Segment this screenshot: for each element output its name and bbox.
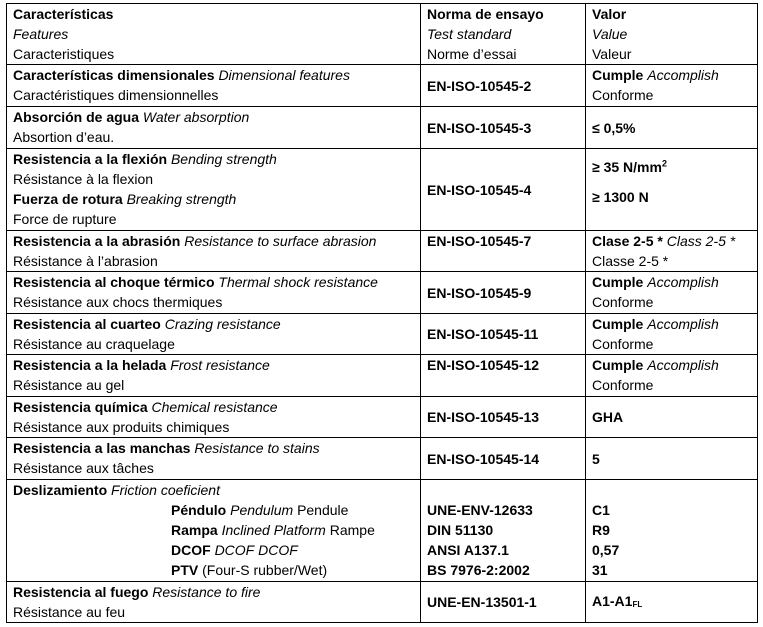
feature-en: Water absorption [142,109,250,125]
standard-cell: EN-ISO-10545-9 [421,272,586,314]
fire-en: Resistance to fire [152,584,261,600]
table-row [7,107,758,149]
value-cell [586,480,758,582]
feature-cell [7,480,421,582]
table-row-slip [7,480,758,582]
slip-val-ramp: R9 [592,522,610,538]
fire-es: Resistencia al fuego [13,584,149,600]
specs-table [6,3,758,623]
value-fr: Classe 2-5 * [592,253,669,269]
value-es: Cumple [592,357,644,373]
value-es: Cumple [592,274,644,290]
value-cell [586,231,758,272]
feature-fr: Résistance au craquelage [13,336,175,352]
feature-cell [7,438,421,480]
feature-cell [7,149,421,231]
feature-fr: Résistance aux chocs thermiques [13,294,223,310]
value-es: Clase 2-5 * [592,233,663,249]
standard-cell [421,480,586,582]
feature-en: Resistance to surface abrasion [184,233,377,249]
table-row [7,231,758,272]
header-standard-fr: Norme d’essai [427,46,517,62]
feature-en: Dimensional features [218,67,350,83]
standard-cell: EN-ISO-10545-14 [421,438,586,480]
value-fr: Conforme [592,336,654,352]
value-cell: 5 [586,438,758,480]
feature-fr-2: Force de rupture [13,211,117,227]
header-features [7,4,421,65]
slip-en: Friction coeficient [111,482,220,498]
feature-cell [7,272,421,314]
value-cell [586,355,758,397]
value-fr: Conforme [592,294,654,310]
value-en: Accomplish [647,67,719,83]
table-row [7,438,758,480]
feature-cell [7,397,421,438]
value-cell [586,149,758,231]
standard-cell: EN-ISO-10545-4 [421,149,586,231]
header-value-en: Value [592,26,628,42]
table-row [7,149,758,231]
feature-es-2: Fuerza de rotura [13,191,123,207]
feature-cell [7,314,421,355]
standard-cell: EN-ISO-10545-13 [421,397,586,438]
value-cell [586,314,758,355]
header-value-fr: Valeur [592,46,632,62]
value-cell [586,65,758,107]
table-row [7,65,758,107]
standard-cell: EN-ISO-10545-3 [421,107,586,149]
feature-en: Bending strength [170,151,277,167]
value-fr: Conforme [592,377,654,393]
slip-norm-dcof: ANSI A137.1 [427,542,509,558]
value-es: Cumple [592,67,644,83]
header-features-en: Features [13,26,69,42]
slip-es: Deslizamiento [13,482,108,498]
feature-fr: Absortion d’eau. [13,129,115,145]
feature-es: Resistencia a las manchas [13,440,191,456]
feature-fr: Caractéristiques dimensionnelles [13,87,219,103]
slip-item-dcof: DCOF DCOF DCOF [171,542,298,558]
table-row [7,272,758,314]
slip-val-ptv: 31 [592,562,608,578]
header-value [586,4,758,65]
feature-fr: Résistance aux tâches [13,460,154,476]
slip-val-dcof: 0,57 [592,542,620,558]
header-value-es: Valor [592,6,627,22]
feature-es: Resistencia a la helada [13,357,167,373]
feature-fr: Résistance au gel [13,377,125,393]
value-bending: ≥ 35 $N/mm^2$ [592,158,667,175]
feature-es: Resistencia al cuarteo [13,316,161,332]
value-cell: GHA [586,397,758,438]
slip-norm-ramp: DIN 51130 [427,522,494,538]
standard-cell: EN-ISO-10545-7 [421,231,586,272]
feature-cell [7,355,421,397]
value-fr: Conforme [592,87,654,103]
header-features-es: Características [13,6,114,22]
feature-es: Resistencia química [13,399,148,415]
value-cell: ≤ 0,5% [586,107,758,149]
feature-en: Resistance to stains [194,440,320,456]
value-en: Accomplish [647,274,719,290]
feature-es: Características dimensionales [13,67,215,83]
value-en: Accomplish [647,357,719,373]
slip-norm-ptv: BS 7976-2:2002 [427,562,530,578]
slip-item-ptv: PTV (Four-S rubber/Wet) [171,562,328,578]
feature-en: Chemical resistance [151,399,278,415]
value-cell: $A1-A1_{FL}$ [586,582,758,623]
feature-es: Absorción de agua [13,109,140,125]
header-row [7,4,758,65]
standard-cell: EN-ISO-10545-12 [421,355,586,397]
feature-fr: Résistance à la flexion [13,171,154,187]
standard-cell: EN-ISO-10545-11 [421,314,586,355]
value-breaking: ≥ 1300 N [592,189,649,205]
standard-cell: UNE-EN-13501-1 [421,582,586,623]
value-es: Cumple [592,316,644,332]
feature-cell [7,582,421,623]
standard-cell: EN-ISO-10545-2 [421,65,586,107]
table-row [7,355,758,397]
table-row [7,314,758,355]
feature-es: Resistencia a la abrasión [13,233,181,249]
table-row [7,397,758,438]
value-en: Accomplish [647,316,719,332]
feature-en: Crazing resistance [164,316,281,332]
value-en: Class 2-5 * [666,233,736,249]
header-features-fr: Caracteristiques [13,46,115,62]
value-cell [586,272,758,314]
feature-fr: Résistance à l’abrasion [13,253,158,269]
feature-fr: Résistance aux produits chimiques [13,419,230,435]
feature-cell [7,65,421,107]
header-standard-en: Test standard [427,26,512,42]
feature-cell [7,107,421,149]
slip-item-pendulum: Péndulo Pendulum Pendule [171,502,349,518]
table-row-fire [7,582,758,623]
fire-fr: Résistance au feu [13,604,126,620]
slip-val-pendulum: C1 [592,502,610,518]
feature-en: Thermal shock resistance [218,274,378,290]
feature-es: Resistencia a la flexión [13,151,168,167]
header-standard [421,4,586,65]
feature-en: Frost resistance [170,357,270,373]
slip-norm-pendulum: UNE-ENV-12633 [427,502,533,518]
slip-item-ramp: Rampa Inclined Platform Rampe [171,522,375,538]
header-standard-es: Norma de ensayo [427,6,544,22]
feature-en-2: Breaking strength [126,191,237,207]
feature-cell [7,231,421,272]
feature-es: Resistencia al choque térmico [13,274,215,290]
